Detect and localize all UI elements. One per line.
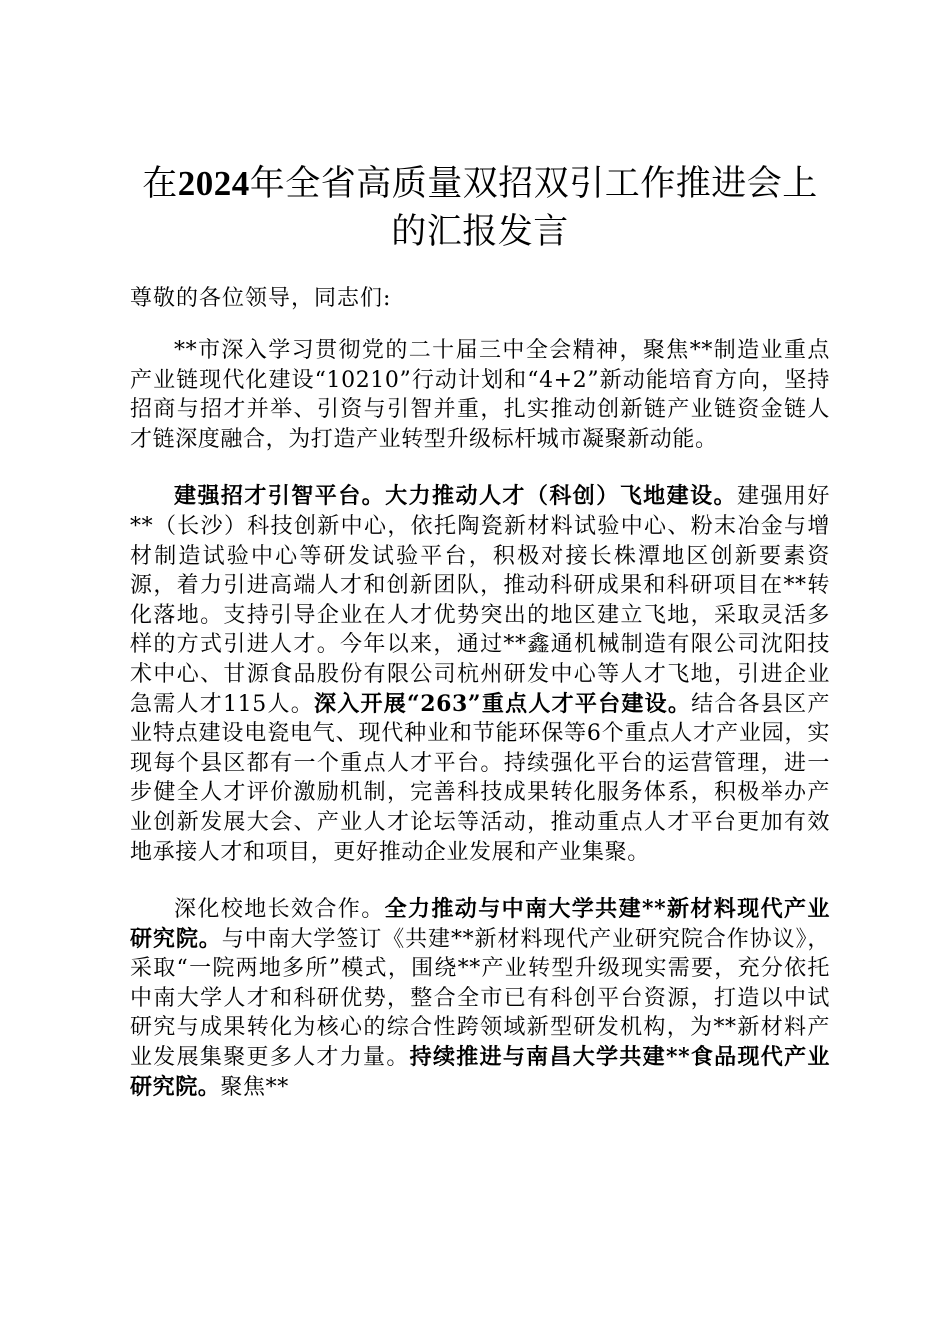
section2-subheading-2: 持续推进与南昌大学共建**食品现代产业研究院。 xyxy=(130,1044,830,1100)
title-prefix: 在 xyxy=(142,164,178,204)
section2-paragraph xyxy=(130,895,830,1102)
section1-paragraph xyxy=(130,482,830,867)
title-suffix: 年全省高质量双招双引工作推进会上的汇报发言 xyxy=(249,164,818,252)
section1-text-2: 结合各县区产业特点建设电瓷电气、现代种业和节能环保等6个重点人才产业园，实现每个县区都有一个重点人才平台。持续强化平台的运营管理，进一步健全人才评价激励机制，完善科技成果转化服务体系，积极举办产业创新发展大会、产业人才论坛等活动，推动重点人才平台更加有效地承接人才和项目，更好推动企业发展和产业集聚。 xyxy=(130,691,830,865)
intro-paragraph: **市深入学习贯彻党的二十届三中全会精神，聚焦**制造业重点产业链现代化建设“10210”行动计划和“4+2”新动能培育方向，坚持招商与招才并举、引资与引智并重，扎实推动创新链产业链资金链人才链深度融合，为打造产业转型升级标杆城市凝聚新动能。 xyxy=(130,338,830,452)
section1-heading: 建强招才引智平台。 xyxy=(174,483,386,510)
section2-text-2: 聚焦** xyxy=(220,1074,289,1100)
section2-heading: 深化校地长效合作。 xyxy=(174,897,385,923)
section1-subheading-2: 深入开展“263”重点人才平台建设。 xyxy=(313,690,692,717)
document-page xyxy=(130,160,830,1102)
section1-text-1: 建强用好**（长沙）科技创新中心，依托陶瓷新材料试验中心、粉末冶金与增材制造试验中心等研发试验平台，积极对接长株潭地区创新要素资源，着力引进高端人才和创新团队，推动科研成果和科研项目在**转化落地。支持引导企业在人才优势突出的地区建立飞地，采取灵活多样的方式引进人才。今年以来，通过**鑫通机械制造有限公司沈阳技术中心、甘源食品股份有限公司杭州研发中心等人才飞地，引进企业急需人才115人。 xyxy=(130,484,830,717)
salutation: 尊敬的各位领导，同志们: xyxy=(130,286,392,311)
paragraph-gap xyxy=(130,454,830,482)
document-title xyxy=(130,160,830,256)
section2-text-1: 与中南大学签订《共建**新材料现代产业研究院合作协议》，采取“一院两地多所”模式，围绕**产业转型升级现实需要，充分依托中南大学人才和科研优势，整合全市已有科创平台资源，打造以中试研究与成果转化为核心的综合性跨领域新型研发机构，为**新材料产业发展集聚更多人才力量。 xyxy=(130,926,830,1071)
section1-subheading-1: 大力推动人才（科创）飞地建设。 xyxy=(385,483,737,510)
section2-subheading-1: 全力推动与中南大学共建**新材料现代产业研究院。 xyxy=(130,896,830,952)
title-year: 2024 xyxy=(177,164,250,203)
paragraph-gap xyxy=(130,867,830,895)
